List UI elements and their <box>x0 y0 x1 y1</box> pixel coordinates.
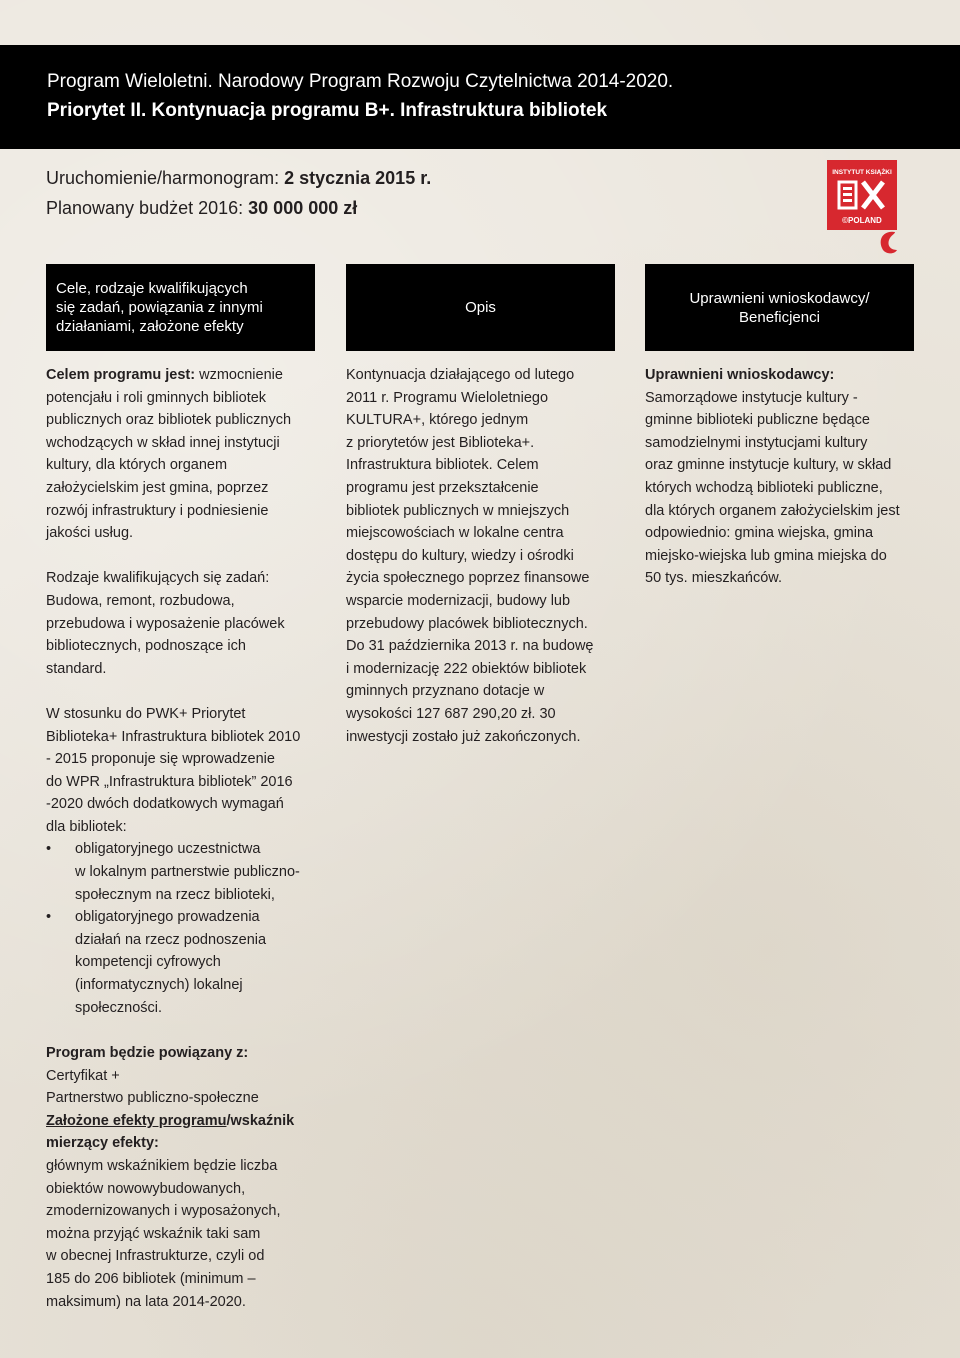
column-beneficiaries <box>645 364 925 590</box>
text-line: 2011 r. Programu Wieloletniego <box>346 389 549 406</box>
text-line: Budowa, remont, rozbudowa, <box>46 592 235 609</box>
text-line: oraz gminne instytucje kultury, w skład <box>645 457 892 474</box>
list-item <box>46 838 324 906</box>
text-line: • obligatoryjnego prowadzenia <box>75 909 260 926</box>
text-line: założycielskim jest gmina, poprzez <box>46 479 269 496</box>
text-line: Samorządowe instytucje kultury - <box>645 389 858 406</box>
text-line: Partnerstwo publiczno-społeczne <box>46 1090 259 1107</box>
text-line: społecznym na rzecz biblioteki, <box>75 886 275 903</box>
text-line: zmodernizowanych i wyposażonych, <box>46 1203 281 1220</box>
launch-line <box>46 163 431 193</box>
text-line: których wchodzą biblioteki publiczne, <box>645 479 883 496</box>
budget-label: Planowany budżet 2016: <box>46 198 249 218</box>
text-line: rozwój infrastruktury i podniesienie <box>46 502 269 519</box>
text-line: jakości usług. <box>46 525 134 542</box>
text-line: (informatycznych) lokalnej <box>75 977 243 994</box>
text-line: potencjału i roli gminnych bibliotek <box>46 389 267 406</box>
effects-heading-underlined: Założone efekty programu <box>46 1112 227 1129</box>
text-line: publicznych oraz bibliotek publicznych <box>46 412 292 429</box>
text-line: z priorytetów jest Biblioteka+. <box>346 434 535 451</box>
goal-paragraph <box>46 364 324 545</box>
text-line: programu jest przekształcenie <box>346 479 539 496</box>
text-line: do WPR „Infrastruktura bibliotek” 2016 <box>46 773 293 790</box>
requirements-list <box>46 838 324 1019</box>
bottom-section <box>46 1042 346 1313</box>
text-line: Do 31 października 2013 r. na budowę <box>346 638 594 655</box>
text-line: 185 do 206 bibliotek (minimum – <box>46 1270 256 1287</box>
text-line: gminnych przyznano dotacje w <box>346 683 545 700</box>
logo-text-bottom: ©POLAND <box>842 216 882 225</box>
column-goals <box>46 364 324 1019</box>
head-goals-line: działaniami, założone efekty <box>56 318 244 335</box>
text-line: standard. <box>46 660 107 677</box>
text-line: maksimum) na lata 2014-2020. <box>46 1293 246 1310</box>
text-line: -2020 dwóch dodatkowych wymagań <box>46 796 284 813</box>
head-beneficiaries-line: Uprawnieni wnioskodawcy/ <box>689 289 870 307</box>
text-line: wzmocnienie <box>195 367 283 383</box>
text-line: życia społecznego poprzez finansowe <box>346 570 590 587</box>
column-header-beneficiaries <box>645 264 914 351</box>
text-line: można przyjąć wskaźnik taki sam <box>46 1225 261 1242</box>
header-bar <box>0 45 960 149</box>
priority-title: Priorytet II. Kontynuacja programu B+. Infrastruktura bibliotek <box>47 100 608 121</box>
text-line: społeczności. <box>75 999 163 1016</box>
effects-heading-line2: mierzący efekty: <box>46 1135 159 1152</box>
program-title: Program Wieloletni. Narodowy Program Rozwoju Czytelnictwa 2014-2020. <box>47 71 674 92</box>
text-line: Rodzaje kwalifikujących się zadań: <box>46 570 270 587</box>
pwk-paragraph <box>46 703 324 839</box>
text-line: Biblioteka+ Infrastruktura bibliotek 2010 <box>46 728 301 745</box>
text-line: miejsko-wiejska lub gmina miejska do <box>645 547 887 564</box>
text-line: działań na rzecz podnoszenia <box>75 931 267 948</box>
text-line: wysokości 127 687 290,20 zł. 30 <box>346 705 556 722</box>
column-header-description <box>346 264 615 351</box>
beneficiaries-heading: Uprawnieni wnioskodawcy: <box>645 367 835 383</box>
list-item <box>46 906 324 1019</box>
text-line: KULTURA+, którego jednym <box>346 412 529 429</box>
text-line: głównym wskaźnikiem będzie liczba <box>46 1157 278 1174</box>
text-line: samodzielnymi instytucjami kultury <box>645 434 868 451</box>
column-header-goals <box>46 264 315 351</box>
text-line: 50 tys. mieszkańców. <box>645 570 782 587</box>
text-line: przebudowy placówek bibliotecznych. <box>346 615 588 632</box>
text-line: dla których organem założycielskim jest <box>645 502 900 519</box>
text-line: kompetencji cyfrowych <box>75 954 221 971</box>
text-line: dla bibliotek: <box>46 818 127 835</box>
launch-value: 2 stycznia 2015 r. <box>284 168 432 188</box>
head-description-label: Opis <box>465 299 496 316</box>
text-line: W stosunku do PWK+ Priorytet <box>46 705 246 722</box>
text-line: Infrastruktura bibliotek. Celem <box>346 457 539 474</box>
linked-heading: Program będzie powiązany z: <box>46 1045 249 1061</box>
head-goals-line: Cele, rodzaje kwalifikujących <box>56 280 248 297</box>
text-line: obiektów nowowybudowanych, <box>46 1180 246 1197</box>
text-line: wchodzących w skład innej instytucji <box>46 434 280 451</box>
text-line: w lokalnym partnerstwie publiczno- <box>75 864 300 881</box>
instytut-ksiazki-logo <box>825 160 900 255</box>
program-meta <box>46 163 431 223</box>
text-line: i modernizację 222 obiektów bibliotek <box>346 660 587 677</box>
text-line: miejscowościach w lokalne centra <box>346 525 564 542</box>
tasks-paragraph <box>46 567 324 680</box>
text-line: Kontynuacja działającego od lutego <box>346 367 575 383</box>
budget-line <box>46 193 431 223</box>
text-line: - 2015 proponuje się wprowadzenie <box>46 751 275 768</box>
column-description <box>346 364 628 748</box>
launch-label: Uruchomienie/harmonogram: <box>46 168 285 188</box>
head-beneficiaries-line: Beneficjenci <box>739 308 820 326</box>
text-line: gminne biblioteki publiczne będące <box>645 412 870 429</box>
text-line: dostępu do kultury, wiedzy i ośrodki <box>346 547 574 564</box>
text-line: w obecnej Infrastrukturze, czyli od <box>46 1248 265 1265</box>
text-line: inwestycji zostało już zakończonych. <box>346 728 581 745</box>
effects-heading-rest: /wskaźnik <box>226 1112 295 1129</box>
text-line: przebudowa i wyposażenie placówek <box>46 615 285 632</box>
text-line: • obligatoryjnego uczestnictwa <box>75 841 261 858</box>
logo-text-top: INSTYTUT KSIĄŻKI <box>832 169 892 176</box>
text-line: Certyfikat + <box>46 1067 120 1084</box>
text-line: wsparcie modernizacji, budowy lub <box>346 592 571 609</box>
head-goals-line: się zadań, powiązania z innymi <box>56 299 263 316</box>
text-line: bibliotek publicznych w mniejszych <box>346 502 570 519</box>
text-line: odpowiednio: gmina wiejska, gmina <box>645 525 874 542</box>
text-line: kultury, dla których organem <box>46 457 228 474</box>
goal-heading: Celem programu jest: <box>46 367 196 383</box>
budget-value: 30 000 000 zł <box>248 198 358 218</box>
text-line: bibliotecznych, podnoszące ich <box>46 638 246 655</box>
